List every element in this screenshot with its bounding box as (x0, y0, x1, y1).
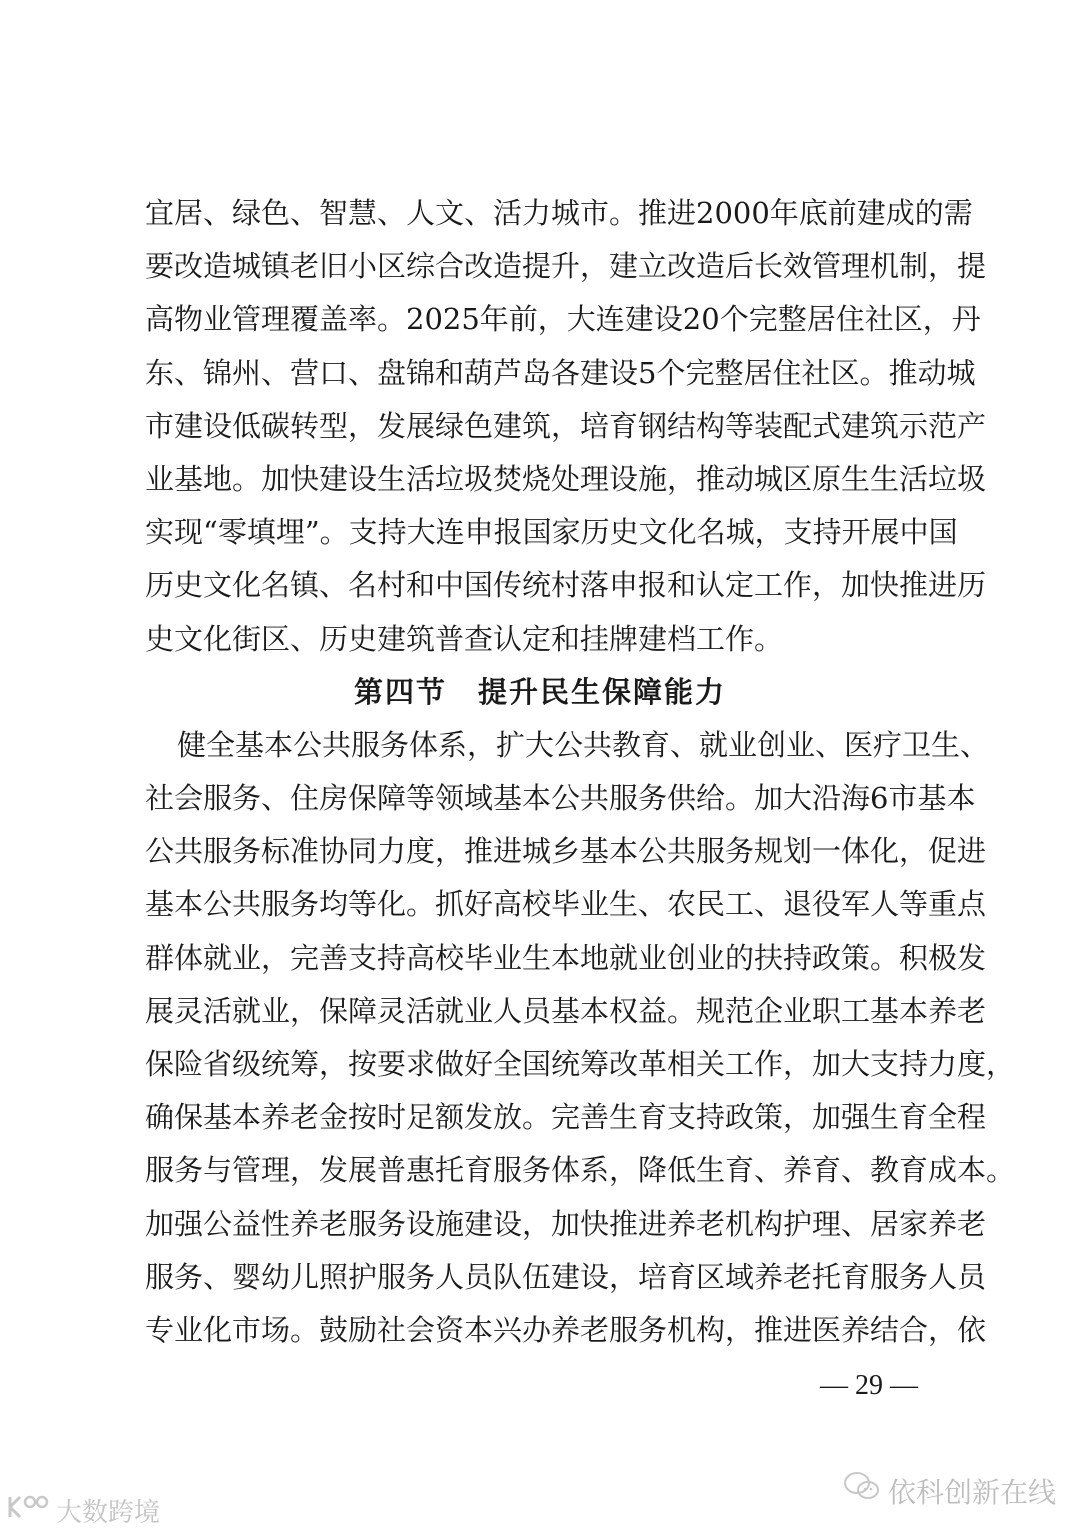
text-line: 实现“零填埋”。支持大连申报国家历史文化名城，支持开展中国 (145, 515, 958, 550)
watermark-left-text: 大数跨境 (56, 1497, 161, 1527)
text-line: 社会服务、住房保障等领域基本公共服务供给。加大沿海6市基本 (145, 781, 976, 816)
text-line: 确保基本养老金按时足额发放。完善生育支持政策，加强生育全程 (145, 1100, 987, 1135)
text-line: 服务与管理，发展普惠托育服务体系，降低生育、养育、教育成本。 (145, 1153, 1016, 1188)
paragraph-2 (145, 719, 1016, 1357)
text-line: 历史文化名镇、名村和中国传统村落申报和认定工作，加快推进历 (145, 568, 987, 603)
text-line: 市建设低碳转型，发展绿色建筑，培育钢结构等装配式建筑示范产 (145, 408, 987, 443)
watermark-right (842, 1470, 1056, 1511)
watermark-right-text: 依科创新在线 (888, 1476, 1057, 1508)
text-line: 高物业管理覆盖率。2025年前，大连建设20个完整居住社区，丹 (145, 302, 981, 337)
document-body (145, 187, 1016, 1357)
text-line: 业基地。加快建设生活垃圾焚烧处理设施，推动城区原生生活垃圾 (145, 461, 987, 496)
text-line: 保险省级统筹，按要求做好全国统筹改革相关工作，加大支持力度， (145, 1047, 1016, 1081)
brand-logo-icon (6, 1493, 50, 1528)
section-heading: 第四节 提升民生保障能力 (353, 674, 726, 709)
text-line: 宜居、绿色、智慧、人文、活力城市。推进2000年底前建成的需 (145, 196, 973, 230)
text-line: 健全基本公共服务体系，扩大公共教育、就业创业、医疗卫生、 (177, 727, 990, 762)
text-line: 要改造城镇老旧小区综合改造提升，建立改造后长效管理机制，提 (145, 249, 987, 284)
paragraph-1 (145, 187, 987, 666)
text-line: 展灵活就业，保障灵活就业人员基本权益。规范企业职工基本养老 (145, 993, 987, 1028)
text-line: 群体就业，完善支持高校毕业生本地就业创业的扶持政策。积极发 (145, 940, 987, 975)
page-number: — 29 — (820, 1370, 918, 1401)
text-line: 基本公共服务均等化。抓好高校毕业生、农民工、退役军人等重点 (145, 887, 987, 922)
text-line: 加强公益性养老服务设施建设，加快推进养老机构护理、居家养老 (145, 1206, 987, 1241)
text-line: 东、锦州、营口、盘锦和葫芦岛各建设5个完整居住社区。推动城 (145, 355, 976, 390)
watermark-left (6, 1492, 160, 1529)
text-line: 史文化街区、历史建筑普查认定和挂牌建档工作。 (145, 621, 784, 656)
wechat-icon (842, 1470, 882, 1511)
text-line: 专业化市场。鼓励社会资本兴办养老服务机构，推进医养结合，依 (145, 1312, 987, 1347)
text-line: 公共服务标准协同力度，推进城乡基本公共服务规划一体化，促进 (145, 834, 987, 869)
text-line: 服务、婴幼儿照护服务人员队伍建设，培育区域养老托育服务人员 (145, 1259, 987, 1294)
